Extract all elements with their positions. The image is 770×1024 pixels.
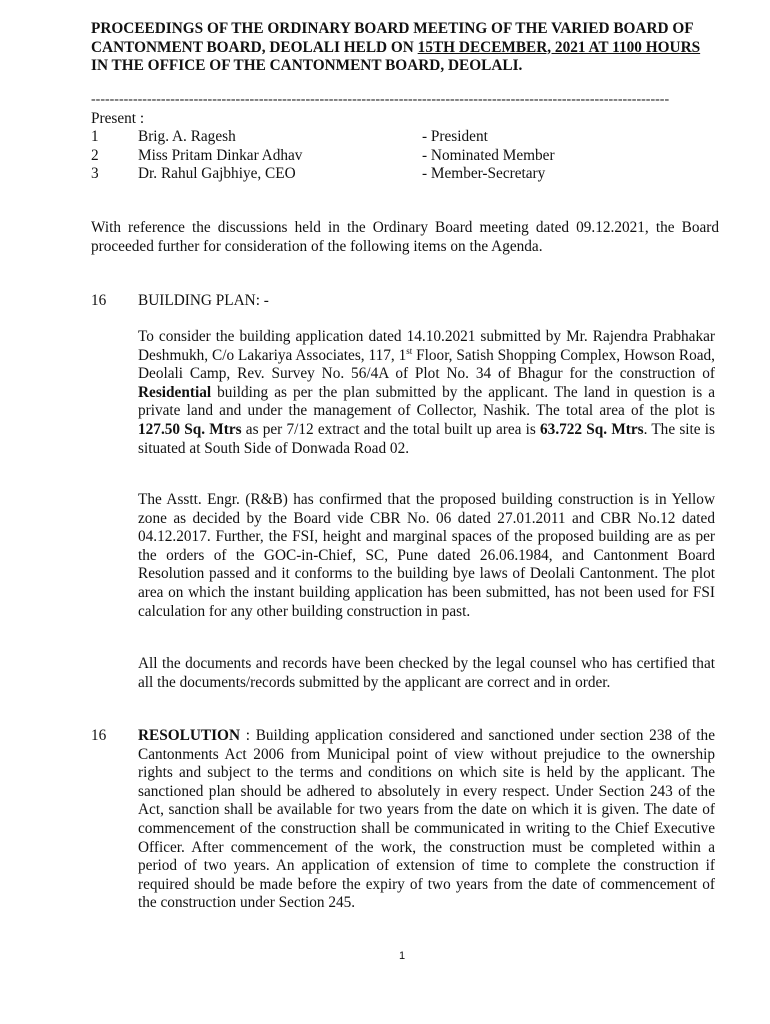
p1-text-e: . The site is situated at South Side of Donwada Road 02. xyxy=(138,420,715,457)
p1-superscript: st xyxy=(406,345,413,356)
member-row xyxy=(91,147,691,166)
building-plan-paragraph xyxy=(138,328,715,458)
member-number: 2 xyxy=(91,146,99,164)
page-number: 1 xyxy=(398,950,406,962)
resolution-paragraph xyxy=(138,727,715,913)
resolution-label: RESOLUTION xyxy=(138,727,241,744)
member-role: - President xyxy=(422,128,488,145)
member-name: Miss Pritam Dinkar Adhav xyxy=(138,146,303,164)
plot-area: 127.50 Sq. Mtrs xyxy=(138,420,242,438)
member-name: Dr. Rahul Gajbhiye, CEO xyxy=(138,165,296,182)
member-role: - Nominated Member xyxy=(422,146,555,164)
separator-line: ---------------------------------------------------------------------------------------------------------------------------- xyxy=(91,93,670,107)
p1-text-d: as per 7/12 extract and the total built up area is xyxy=(241,420,541,438)
present-label: Present : xyxy=(91,110,145,127)
page-title xyxy=(91,20,711,76)
agenda-item-number: 16 xyxy=(91,292,107,309)
engineer-confirmation-paragraph: The Asstt. Engr. (R&B) has confirmed that the proposed building construction is in Yellow zone as decided by the Board vide CBR No. 06 dated 27.01.2011 and CBR No.12 dated 04.12.2017. Further, the FSI, height and marginal spaces of the proposed building are as per the orders of the GOC-in-Chief, SC, Pune dated 26.06.1984, and Cantonment Board Resolution passed and it conforms to the building bye laws of Deolali Cantonment. The plot area on which the instant building application has been submitted, has not been used for FSI calculation for any other building construction in past. xyxy=(138,491,715,620)
member-number: 3 xyxy=(91,165,99,182)
p1-text-a: To consider the building application dated 14.10.2021 submitted by Mr. Rajendra Prabhakar Deshmukh, C/o Lakariya Associates, 117, 1 xyxy=(138,328,715,364)
resolution-number: 16 xyxy=(91,727,107,744)
built-up-area: 63.722 Sq. Mtrs xyxy=(540,420,644,438)
meeting-date: 15TH DECEMBER, 2021 AT 1100 HOURS xyxy=(417,38,701,56)
member-number: 1 xyxy=(91,128,99,145)
member-row xyxy=(91,165,691,184)
agenda-item-heading: BUILDING PLAN: - xyxy=(138,292,269,309)
title-text: PROCEEDINGS OF THE ORDINARY BOARD MEETING OF THE VARIED BOARD OF CANTONMENT BOARD, DEOLALI HELD ON xyxy=(91,20,694,56)
p1-text-c: building as per the plan submitted by the applicant. The land in question is a private land and under the management of Collector, Nashik. The total area of the plot is xyxy=(138,383,715,420)
intro-paragraph: With reference the discussions held in the Ordinary Board meeting dated 09.12.2021, the Board proceeded further for consideration of the following items on the Agenda. xyxy=(91,219,719,255)
member-row xyxy=(91,128,691,147)
p1-text-b: Floor, Satish Shopping Complex, Howson Road, Deolali Camp, Rev. Survey No. 56/4A of Plot No. 34 of Bhagur for the construction of xyxy=(138,346,715,383)
title-text-end: IN THE OFFICE OF THE CANTONMENT BOARD, DEOLALI. xyxy=(91,57,523,74)
legal-check-paragraph: All the documents and records have been checked by the legal counsel who has certified that all the documents/records submitted by the applicant are correct and in order. xyxy=(138,655,715,691)
resolution-text: : Building application considered and sanctioned under section 238 of the Cantonments Act 2006 from Municipal point of view without prejudice to the ownership rights and subject to the terms and conditions on which site is held by the applicant. The sanctioned plan should be adhered to absolutely in every respect. Under Section 243 of the Act, sanction shall be available for two years from the date on which it is given. The date of commencement of the construction shall be communicated in writing to the Chief Executive Officer. After commencement of the work, the construction must be completed within a period of two years. An application of extension of time to complete the construction if required should be made before the expiry of two years from the date of commencement of the construction under Section 245. xyxy=(138,727,715,912)
building-type: Residential xyxy=(138,383,212,401)
member-role: - Member-Secretary xyxy=(422,165,546,182)
member-name: Brig. A. Ragesh xyxy=(138,128,236,145)
